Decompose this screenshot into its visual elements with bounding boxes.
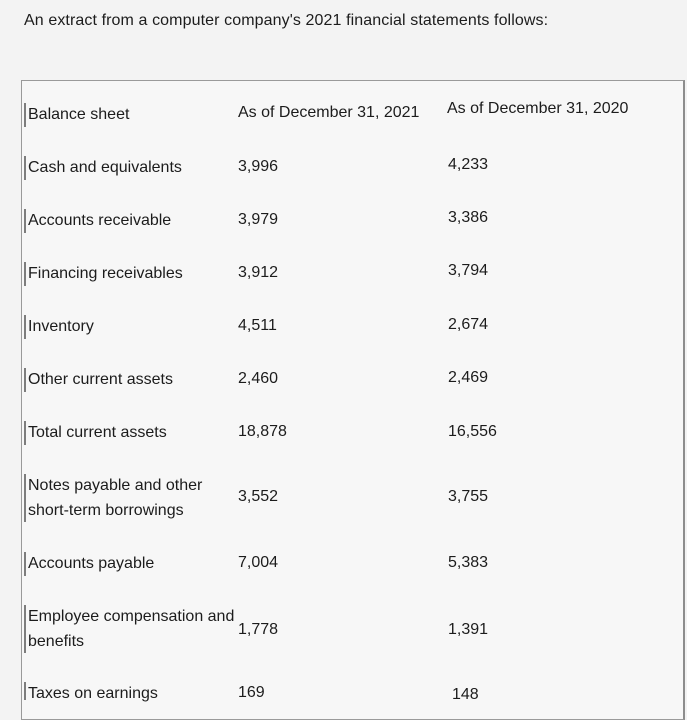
value-2021: 3,552: [238, 488, 279, 505]
cell-edge: [24, 682, 26, 700]
row-label: Total current assets: [28, 424, 167, 441]
value-2021: 3,979: [238, 211, 279, 228]
value-2021: 2,460: [238, 370, 279, 387]
value-2020: 4,233: [448, 156, 489, 173]
cell-edge: [24, 552, 26, 576]
cell-edge: [24, 209, 26, 233]
row-label-line1: Notes payable and other: [28, 477, 203, 494]
intro-text: An extract from a computer company's 2021 financial statements follows:: [24, 12, 549, 29]
row-label-line2: benefits: [28, 633, 85, 650]
value-2021: 7,004: [238, 554, 279, 571]
value-2020: 5,383: [448, 554, 489, 571]
value-2021: 4,511: [238, 317, 277, 334]
cell-edge: [24, 315, 26, 339]
header-2020: As of December 31, 2020: [447, 100, 629, 117]
value-2020: 3,794: [448, 262, 489, 279]
value-2020: 1,391: [448, 621, 489, 638]
header-label: Balance sheet: [28, 106, 130, 123]
value-2021: 3,912: [238, 264, 279, 281]
cell-edge: [24, 605, 26, 653]
value-2020: 2,469: [448, 369, 489, 386]
row-label: Inventory: [28, 318, 94, 335]
cell-edge: [24, 368, 26, 392]
row-label: Financing receivables: [28, 265, 183, 282]
value-2020: 2,674: [448, 316, 489, 333]
row-label-line1: Employee compensation and: [28, 608, 235, 625]
cell-edge: [24, 156, 26, 180]
row-label: Taxes on earnings: [28, 685, 158, 702]
row-label: Accounts receivable: [28, 212, 172, 229]
value-2020: 148: [452, 686, 479, 703]
value-2021: 3,996: [238, 158, 279, 175]
row-label: Other current assets: [28, 371, 173, 388]
value-2020: 3,386: [448, 209, 489, 226]
cell-edge: [24, 262, 26, 286]
cell-edge: [24, 103, 26, 127]
cell-edge: [24, 421, 26, 445]
value-2021: 169: [238, 684, 265, 701]
value-2021: 18,878: [238, 423, 287, 440]
row-label: Cash and equivalents: [28, 159, 182, 176]
header-2021: As of December 31, 2021: [238, 104, 420, 121]
row-label: Accounts payable: [28, 555, 155, 572]
row-label-line2: short-term borrowings: [28, 502, 184, 519]
cell-edge: [24, 474, 26, 522]
value-2020: 16,556: [448, 423, 497, 440]
value-2020: 3,755: [448, 488, 489, 505]
value-2021: 1,778: [238, 621, 279, 638]
